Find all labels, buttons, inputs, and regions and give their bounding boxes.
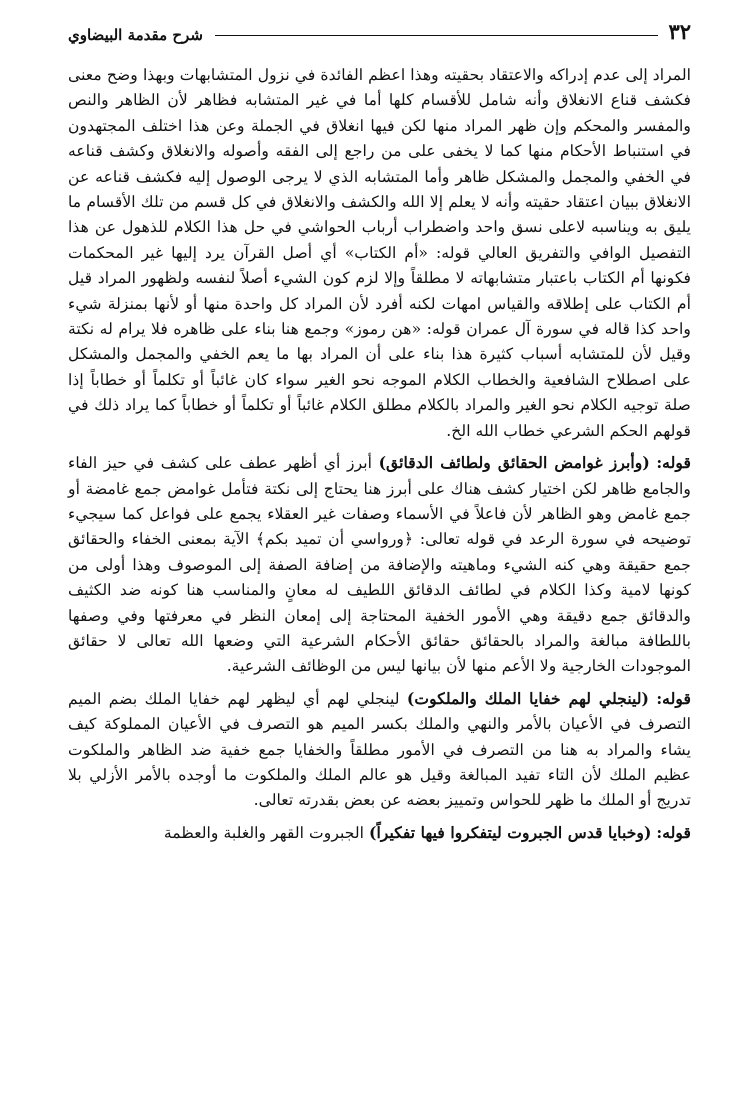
lemma-quote: (لينجلي لهم خفايا الملك والملكوت) — [406, 688, 649, 708]
page-header — [68, 14, 691, 44]
paragraph-1 — [68, 62, 691, 443]
paragraph-4-text: الجبروت القهر والغلبة والعظمة — [163, 822, 365, 842]
paragraph-3 — [68, 686, 691, 813]
paragraph-2-text: أبرز أي أظهر عطف على كشف في حيز الفاء والجامع ظاهر لكن اختيار كشف هناك على أبرز هنا يحتاج إلى نكتة فتأمل غوامض جمع غامضة أو جمع غامض وهو الظاهر لأن فاعلاً في الأسماء وصفات غير العقلاء يجمع على فواعل كما سيجيء توضيحه في سورة الرعد في قوله تعالى: ﴿ورواسي أن تميد بكم﴾ الآية بمعنى الخفاء والحقائق جمع حقيقة وهي كنه الشيء وماهيته والإضافة من إضافة الصفة إلى الموصوف وهذا أولى من كونها لامية وكذا الكلام في لطائف الدقائق اللطيف له معانٍ والمناسب هنا كونه ضد الكثيف والدقائق جمع دقيقة وهي الأمور الخفية المحتاجة إلى إمعان النظر في معرفتها وفي وصفها باللطافة مبالغة والمراد بالحقائق حقائق الأحكام الشرعية التي وضعها الله تعالى لا حقائق الموجودات الخارجية ولا الأعم منها لأن بيانها ليس من الوظائف الشرعية. — [68, 453, 691, 676]
lemma-quote: (وخبايا قدس الجبروت ليتفكروا فيها تفكيراً) — [369, 822, 652, 842]
page-number: ٣٢ — [668, 19, 691, 44]
paragraph-3-text: لينجلي لهم أي ليظهر لهم خفايا الملك بضم الميم التصرف في الأعيان بالأمر والنهي والملك بكسر الميم هو التصرف في الأعيان المملوكة كيف يشاء والمراد به هنا من التصرف في الأمور مطلقاً والخفايا جمع خفية ضد الظاهر والملكوت عظيم الملك لأن التاء تفيد المبالغة وقيل هو عالم الملك والملكوت ما أوجده بالأمر الأزلي بلا تدريج أو الملك ما ظهر للحواس وتمييز بعضه عن بعض بقدرته تعالى. — [68, 688, 691, 810]
lemma-quote: (وأبرز غوامض الحقائق ولطائف الدقائق) — [378, 453, 650, 473]
qawl-marker: قوله: — [656, 822, 691, 842]
running-title: شرح مقدمة البيضاوي — [68, 26, 203, 44]
qawl-marker: قوله: — [656, 453, 691, 473]
header-rule — [215, 35, 659, 36]
paragraph-1-text: المراد إلى عدم إدراكه والاعتقاد بحقيته وهذا اعظم الفائدة في نزول المتشابهات وبهذا وضح معنى فكشف قناع الانغلاق وأنه شامل للأقسام كلها أما في غير المتشابه فظاهر لأن الظاهر والنص والمفسر والمحكم وإن ظهر المراد منها لكن فيها انغلاق في الجملة وعن هذا اختلف المجتهدون في استنباط الأحكام منها كما لا يخفى على من راجع إلى الفقه وأصوله والانغلاق وكشف قناعه في الخفي والمجمل والمشكل ظاهر وأما المتشابه الذي لا يرجى الوصول إليه فكشف قناعه عن الانغلاق ببيان اعتقاد حقيته وأنه لا يعلم إلا الله والكشف والانغلاق في كل قسم من تلك الأقسام ما يليق به ويناسبه لاعلى نسق واحد واضطراب أرباب الحواشي في حل هذا الكلام للذهول عن هذا التفصيل الوافي والتفريق العالي قوله: «أم الكتاب» أي أصل القرآن يرد إليها غير المحكمات فكونها أم الكتاب باعتبار متشابهاته لا مطلقاً وإلا لزم كون الشيء أصلاً لنفسه ولظهور المراد قيل أم الكتاب على إطلاقه والقياس امهات لكنه أفرد لأن المراد كل واحدة منها أو لأنها بمنزلة شيء واحد كذا قاله في سورة آل عمران قوله: «هن رموز» وجمع هنا بناء على ظاهره فلا يرام له نكتة وقيل لأن للمتشابه أسباب كثيرة هذا بناء على أن المراد بها ما يعم الخفي والمجمل والمشكل على اصطلاح الشافعية والخطاب الكلام الموجه نحو الغير سواء كان غائباً أو تكلماً أو خطاباً إذا صلة توجيه الكلام نحو الغير والمراد بالكلام مطلق الكلام غائباً أو تكلماً أو خطاباً كما يراد ذلك في قولهم الحكم الشرعي خطاب الله الخ. — [68, 65, 691, 440]
qawl-marker: قوله: — [656, 688, 691, 708]
paragraph-4 — [68, 820, 691, 845]
page-body — [68, 62, 691, 845]
paragraph-2 — [68, 450, 691, 679]
